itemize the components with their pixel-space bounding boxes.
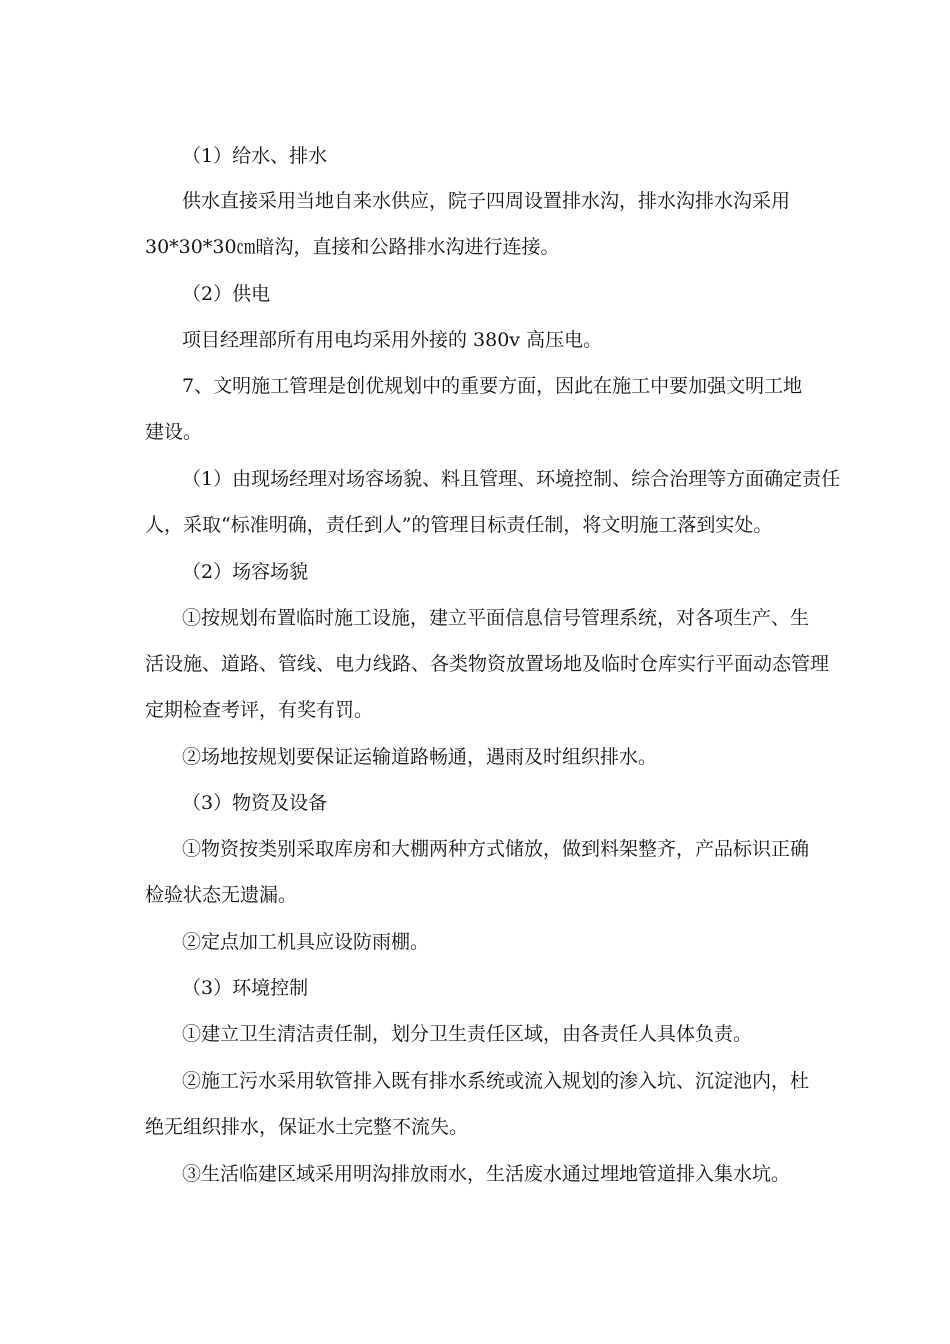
paragraph-line: 供水直接采用当地自来水供应，院子四周设置排水沟，排水沟排水沟采用 xyxy=(182,190,791,212)
paragraph-line: ①建立卫生清洁责任制，划分卫生责任区域，由各责任人具体负责。 xyxy=(182,1023,753,1045)
heading-site-appearance: （2）场容场貌 xyxy=(182,561,309,583)
paragraph-line: 绝无组织排水，保证水土完整不流失。 xyxy=(145,1116,469,1138)
paragraph-line: （1）由现场经理对场容场貌、料且管理、环境控制、综合治理等方面确定责任 xyxy=(182,468,841,490)
paragraph-line: 7、文明施工管理是创优规划中的重要方面，因此在施工中要加强文明工地 xyxy=(182,375,803,397)
paragraph-line: ②定点加工机具应设防雨棚。 xyxy=(182,931,430,953)
paragraph-line: 建设。 xyxy=(145,421,203,443)
paragraph-line: ①物资按类别采取库房和大棚两种方式储放，做到料架整齐，产品标识正确 xyxy=(182,838,810,860)
paragraph-line: ②施工污水采用软管排入既有排水系统或流入规划的渗入坑、沉淀池内，杜 xyxy=(182,1070,810,1092)
paragraph-line: ③生活临建区域采用明沟排放雨水，生活废水通过埋地管道排入集水坑。 xyxy=(182,1163,791,1185)
paragraph-line: 项目经理部所有用电均采用外接的 380v 高压电。 xyxy=(182,329,603,351)
heading-power-supply: （2）供电 xyxy=(182,283,271,305)
paragraph-line: 检验状态无遗漏。 xyxy=(145,884,298,906)
paragraph-line: 30*30*30㎝暗沟，直接和公路排水沟进行连接。 xyxy=(145,236,560,258)
heading-environment-control: （3）环境控制 xyxy=(182,977,309,999)
paragraph-line: 活设施、道路、管线、电力线路、各类物资放置场地及临时仓库实行平面动态管理 xyxy=(145,653,830,675)
paragraph-line: ②场地按规划要保证运输道路畅通，遇雨及时组织排水。 xyxy=(182,746,658,768)
paragraph-line: 人，采取“标准明确，责任到人”的管理目标责任制，将文明施工落到实处。 xyxy=(145,514,773,536)
paragraph-line: ①按规划布置临时施工设施，建立平面信息信号管理系统，对各项生产、生 xyxy=(182,607,810,629)
heading-materials-equipment: （3）物资及设备 xyxy=(182,792,328,814)
heading-water-supply-drainage: （1）给水、排水 xyxy=(182,145,328,167)
paragraph-line: 定期检查考评，有奖有罚。 xyxy=(145,699,374,721)
